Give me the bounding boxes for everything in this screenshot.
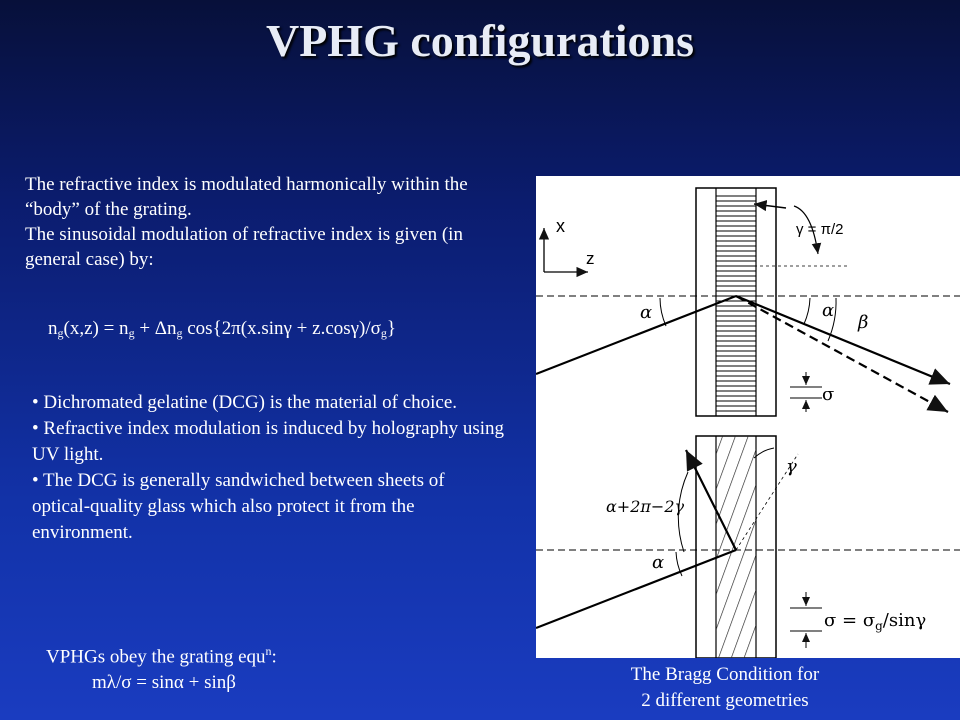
caption-line-2: 2 different geometries	[641, 690, 809, 711]
grating-eq-sup: n	[265, 644, 272, 658]
bullet-item: • The DCG is generally sandwiched between sheets of optical-quality glass which also protect it from the environment.	[32, 470, 445, 543]
alpha-expression: α+2π−2γ	[606, 497, 685, 516]
slide-title: VPHG configurations	[265, 15, 695, 66]
bottom-alpha: α	[652, 552, 665, 573]
eq-sub-2: g	[128, 326, 135, 340]
eq-mid-3: cos{2π(x.sinγ + z.cosγ)/σ	[182, 318, 381, 339]
sigma-marker-bottom	[790, 592, 822, 648]
caption-line-1: The Bragg Condition for	[630, 664, 820, 685]
eq-mid-2: + Δn	[134, 318, 177, 339]
top-grating	[696, 188, 776, 416]
top-alpha-left: α	[640, 302, 653, 323]
diagram-caption	[560, 662, 890, 714]
bottom-gamma: γ	[786, 456, 797, 477]
grating-eq-formula: mλ/σ = sinα + sinβ	[92, 672, 236, 694]
sigma-eq-a: σ = σ	[824, 610, 876, 631]
grating-eq-label: VPHGs obey the grating equ	[46, 646, 266, 668]
sigma-marker-top	[790, 372, 822, 412]
eq-sub-4: g	[380, 326, 387, 340]
sigma-eq-sub: g	[875, 619, 883, 633]
sigma-eq-b: /sinγ	[882, 610, 927, 631]
axis-z-label: z	[586, 249, 595, 268]
bullet-list	[32, 390, 507, 546]
gamma-pointer	[754, 204, 786, 208]
bragg-diagram-svg	[536, 176, 960, 658]
bullet-item: • Dichromated gelatine (DCG) is the material of choice.	[32, 392, 458, 413]
eq-end: }	[386, 318, 397, 339]
top-incident-ray	[536, 296, 736, 374]
grating-eq-colon: :	[271, 646, 277, 668]
axis-x-label: x	[556, 216, 565, 236]
axes-icon	[544, 228, 588, 272]
top-diffracted-ray	[736, 296, 950, 384]
top-alpha-arc-left	[660, 298, 666, 326]
top-diffracted-dashed	[736, 296, 948, 412]
grating-equation	[46, 638, 277, 696]
top-beta: β	[858, 312, 869, 333]
eq-sub-3: g	[176, 326, 183, 340]
intro-line-1: The refractive index is modulated harmonically within the “body” of the grating.	[25, 174, 468, 220]
sigma-label-top: σ	[822, 384, 835, 405]
bullet-item: • Refractive index modulation is induced by holography using UV light.	[32, 418, 505, 465]
gamma-top-label: γ = π/2	[796, 221, 844, 238]
top-alpha-arc-right	[804, 298, 810, 324]
bottom-gamma-arc	[754, 448, 774, 458]
sigma-equation	[824, 610, 926, 633]
eq-n: n	[48, 318, 58, 339]
top-alpha-right: α	[822, 300, 835, 321]
refractive-index-equation	[48, 318, 396, 341]
bragg-diagram	[536, 176, 960, 658]
bottom-grating	[696, 436, 776, 658]
eq-mid-1: (x,z) = n	[63, 318, 129, 339]
intro-line-2: The sinusoidal modulation of refractive index is given (in general case) by:	[25, 224, 463, 270]
intro-text	[25, 172, 505, 272]
bottom-incident-ray	[536, 550, 736, 628]
eq-sub-1: g	[57, 326, 64, 340]
